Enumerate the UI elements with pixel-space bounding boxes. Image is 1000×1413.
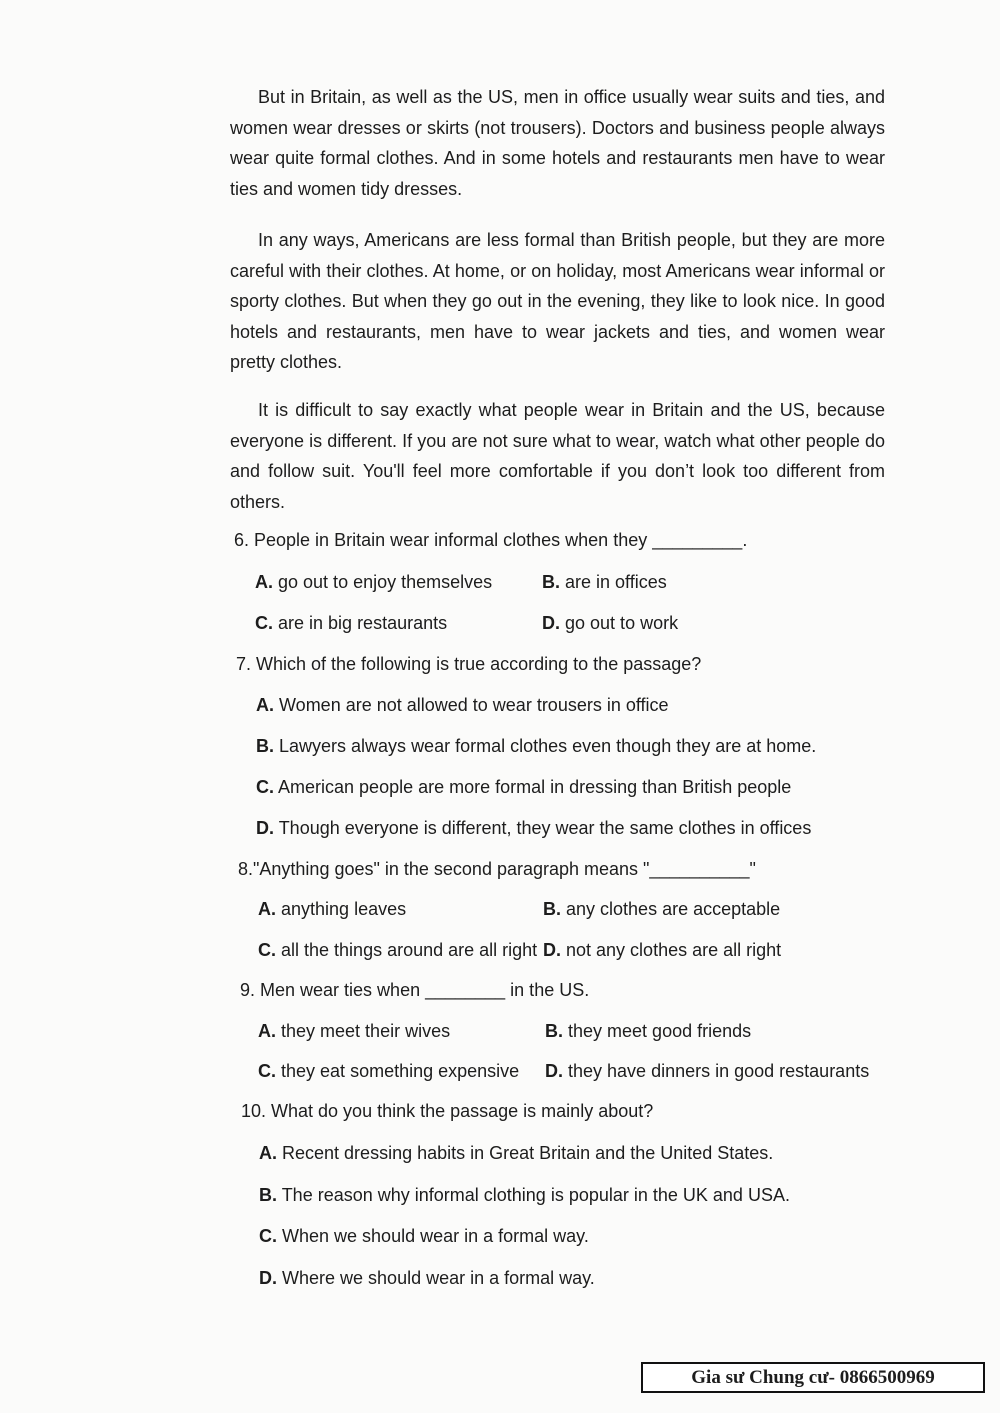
option-label: B. bbox=[256, 736, 274, 756]
passage-paragraph: It is difficult to say exactly what people wear in Britain and the US, because everyone is different. If you are not sure what to wear, watch what other people do and follow suit. You'll feel more comfortable if you don’t look too different from others. bbox=[230, 400, 885, 512]
question-9: 9. Men wear ties when ________ in the US. bbox=[240, 980, 590, 1000]
option-6b[interactable] bbox=[542, 570, 667, 594]
option-10b[interactable] bbox=[259, 1183, 790, 1207]
option-text: The reason why informal clothing is popular in the UK and USA. bbox=[281, 1185, 790, 1205]
option-text: Women are not allowed to wear trousers in office bbox=[279, 695, 669, 715]
option-7c[interactable] bbox=[256, 775, 791, 799]
option-8b[interactable] bbox=[543, 897, 780, 921]
option-10a[interactable] bbox=[259, 1141, 773, 1165]
option-label: C. bbox=[259, 1226, 277, 1246]
option-8a[interactable] bbox=[258, 897, 406, 921]
option-7a[interactable] bbox=[256, 693, 669, 717]
option-text: are in big restaurants bbox=[278, 613, 448, 633]
option-label: A. bbox=[258, 1021, 276, 1041]
option-text: When we should wear in a formal way. bbox=[282, 1226, 589, 1246]
option-label: C. bbox=[256, 777, 274, 797]
option-text: go out to enjoy themselves bbox=[278, 572, 493, 592]
option-6a[interactable] bbox=[255, 570, 492, 594]
option-10c[interactable] bbox=[259, 1224, 589, 1248]
option-text: American people are more formal in dressing than British people bbox=[278, 777, 792, 797]
option-text: they eat something expensive bbox=[281, 1061, 520, 1081]
option-label: B. bbox=[543, 899, 561, 919]
option-text: not any clothes are all right bbox=[566, 940, 782, 960]
option-label: A. bbox=[258, 899, 276, 919]
option-9a[interactable] bbox=[258, 1019, 450, 1043]
option-7d[interactable] bbox=[256, 816, 811, 840]
option-9b[interactable] bbox=[545, 1019, 751, 1043]
option-8c[interactable] bbox=[258, 938, 537, 962]
question-8: 8."Anything goes" in the second paragraph means "__________" bbox=[238, 859, 756, 879]
option-text: Recent dressing habits in Great Britain and the United States. bbox=[282, 1143, 774, 1163]
option-7b[interactable] bbox=[256, 734, 816, 758]
option-label: A. bbox=[256, 695, 274, 715]
question-6: 6. People in Britain wear informal clothes when they _________. bbox=[234, 530, 748, 550]
option-text: any clothes are acceptable bbox=[566, 899, 781, 919]
option-10d[interactable] bbox=[259, 1266, 595, 1290]
passage-paragraph: In any ways, Americans are less formal than British people, but they are more careful with their clothes. At home, or on holiday, most Americans wear informal or sporty clothes. But when they go out in the evening, they like to look nice. In good hotels and restaurants, men have to wear jackets and ties, and women wear pretty clothes. bbox=[230, 230, 885, 372]
option-text: they meet good friends bbox=[568, 1021, 752, 1041]
option-label: B. bbox=[259, 1185, 277, 1205]
option-9c[interactable] bbox=[258, 1059, 519, 1083]
passage-paragraph: But in Britain, as well as the US, men in office usually wear suits and ties, and women wear dresses or skirts (not trousers). Doctors and business people always wear quite formal clothes. And in some hotels and restaurants men have to wear ties and women tidy dresses. bbox=[230, 87, 885, 199]
option-9d[interactable] bbox=[545, 1059, 869, 1083]
option-6c[interactable] bbox=[255, 611, 447, 635]
option-label: D. bbox=[545, 1061, 563, 1081]
option-label: C. bbox=[255, 613, 273, 633]
option-text: are in offices bbox=[565, 572, 667, 592]
option-text: Though everyone is different, they wear the same clothes in offices bbox=[278, 818, 812, 838]
option-text: Where we should wear in a formal way. bbox=[282, 1268, 595, 1288]
option-label: B. bbox=[545, 1021, 563, 1041]
option-label: A. bbox=[259, 1143, 277, 1163]
option-label: C. bbox=[258, 940, 276, 960]
option-6d[interactable] bbox=[542, 611, 678, 635]
option-text: they have dinners in good restaurants bbox=[568, 1061, 870, 1081]
option-label: C. bbox=[258, 1061, 276, 1081]
question-10: 10. What do you think the passage is mainly about? bbox=[241, 1101, 654, 1121]
option-text: they meet their wives bbox=[281, 1021, 451, 1041]
question-7: 7. Which of the following is true according to the passage? bbox=[236, 654, 702, 674]
option-label: D. bbox=[259, 1268, 277, 1288]
option-label: D. bbox=[256, 818, 274, 838]
option-text: go out to work bbox=[565, 613, 679, 633]
option-text: Lawyers always wear formal clothes even though they are at home. bbox=[279, 736, 817, 756]
option-8d[interactable] bbox=[543, 938, 781, 962]
option-text: anything leaves bbox=[281, 899, 407, 919]
option-label: A. bbox=[255, 572, 273, 592]
option-label: D. bbox=[542, 613, 560, 633]
option-text: all the things around are all right bbox=[281, 940, 538, 960]
option-label: D. bbox=[543, 940, 561, 960]
footer-contact-box: Gia sư Chung cư- 0866500969 bbox=[641, 1362, 985, 1393]
option-label: B. bbox=[542, 572, 560, 592]
